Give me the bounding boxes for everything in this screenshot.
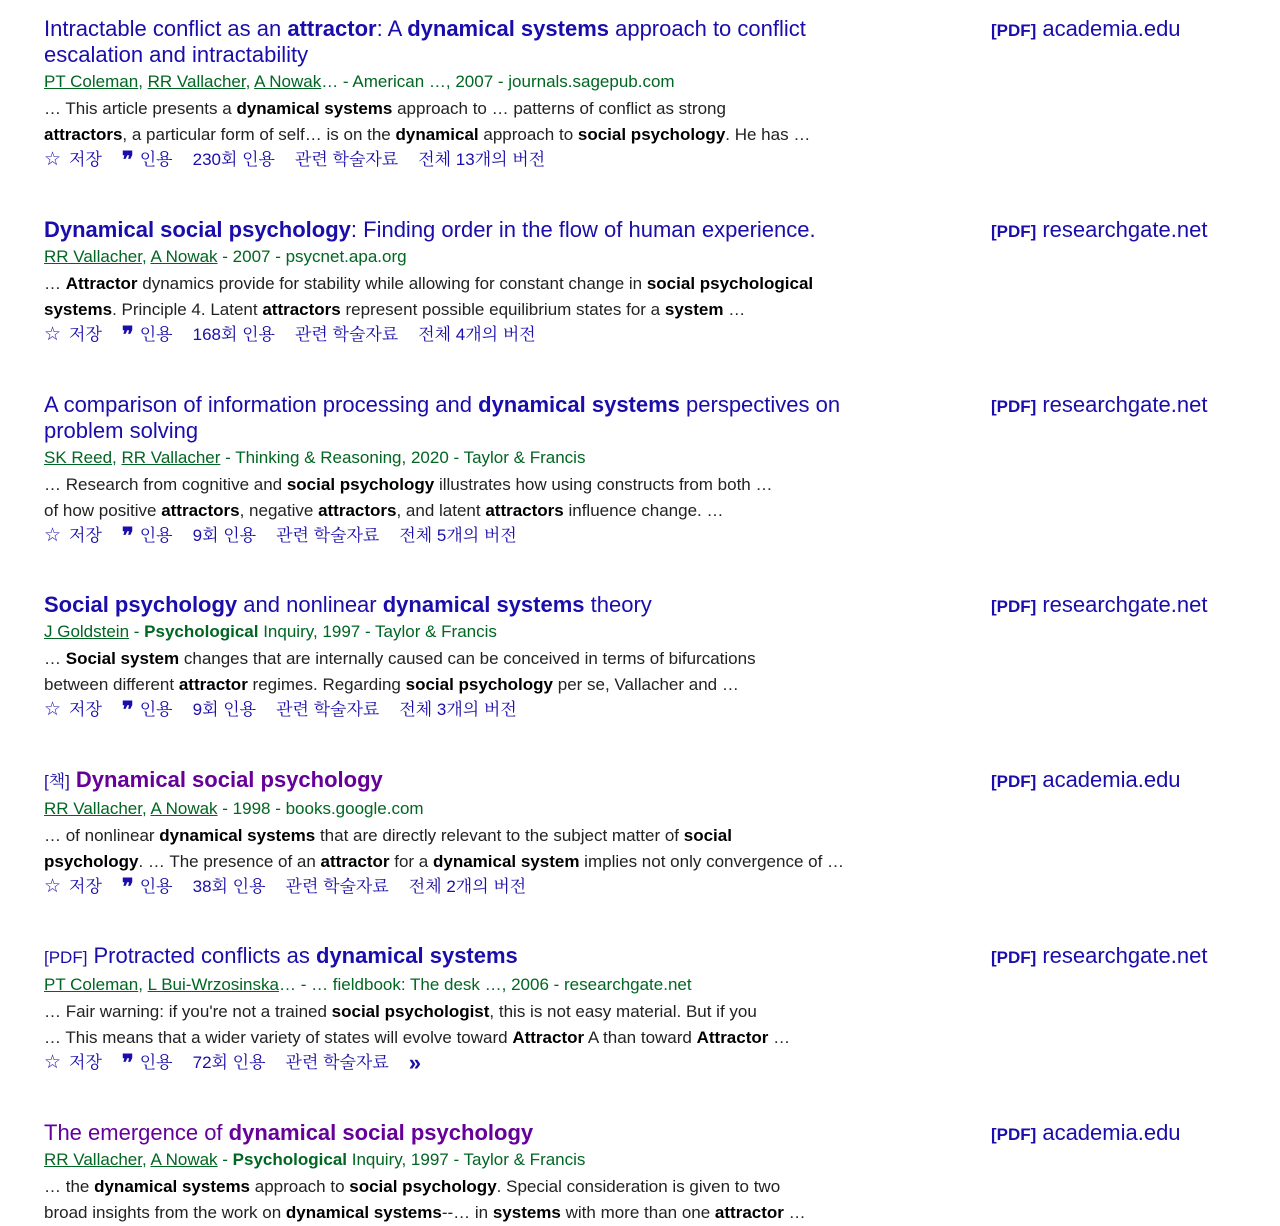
snippet-text: … This means that a wider variety of states will evolve toward [44,1028,513,1047]
save-button[interactable] [44,324,102,346]
source-text: - 1998 - books.google.com [217,799,424,818]
title-text: dynamical systems [382,592,585,617]
result-authors-line [44,447,894,469]
snippet-text: attractor [320,852,390,871]
result-type-label: [PDF] [44,948,88,967]
pdf-label: [PDF] [991,21,1037,40]
result-main [44,217,894,346]
snippet-text: … [783,1203,806,1222]
quote-icon: ❞ [121,147,132,173]
related-articles-link[interactable]: 관련 학술자료 [285,1053,389,1072]
result-main [44,1120,894,1226]
title-text: dynamical social psychology [228,1120,534,1145]
snippet-text: social psychology [405,675,554,694]
title-text: dynamical systems [316,943,518,968]
result-snippet [44,1174,894,1226]
result-snippet [44,472,894,524]
cite-button[interactable] [122,149,173,171]
snippet-text: , negative [239,501,319,520]
double-chevron-right-icon: » [408,1050,422,1075]
snippet-line [44,472,894,498]
snippet-line [44,297,894,323]
snippet-text: Attractor [512,1028,585,1047]
result-title-link[interactable] [44,592,894,618]
snippet-text: approach to [478,125,578,144]
snippet-text: … [723,300,746,319]
author-link[interactable]: A Nowak [254,72,322,91]
result-snippet [44,999,894,1051]
snippet-text: per se, Vallacher and … [553,675,739,694]
source-text: , [112,448,122,467]
snippet-text: of how positive [44,501,162,520]
pdf-label: [PDF] [991,1125,1037,1144]
cited-by-link[interactable]: 168회 인용 [192,325,275,344]
source-text: Psychological [232,1150,347,1169]
star-icon: ☆ [44,876,62,897]
related-articles-link[interactable]: 관련 학술자료 [294,150,399,169]
author-link[interactable]: A Nowak [150,247,218,266]
author-link[interactable]: SK Reed [44,448,113,467]
snippet-text: between different [44,675,179,694]
star-icon: ☆ [44,699,62,720]
source-text: , [245,72,255,91]
snippet-line [44,672,894,698]
source-text: … - American …, 2007 - journals.sagepub.com [321,72,675,91]
snippet-text: … [768,1028,791,1047]
title-text: : A [376,16,408,41]
result-authors-line [44,798,894,820]
pdf-side-link[interactable] [991,217,1207,245]
pdf-label: [PDF] [991,597,1037,616]
snippet-line [44,1025,894,1051]
author-link[interactable]: J Goldstein [44,622,130,641]
all-versions-link[interactable]: 전체 13개의 버전 [418,150,546,169]
snippet-text: social psychology [286,475,435,494]
cited-by-link[interactable]: 9회 인용 [192,700,257,719]
snippet-text: dynamical systems [94,1177,251,1196]
result-main [44,943,894,1074]
save-label: 저장 [69,325,102,344]
snippet-line [44,96,894,122]
snippet-text: attractors [44,125,123,144]
result-main [44,592,894,721]
title-text: Dynamical social psychology [75,767,383,792]
snippet-text: dynamical system [432,852,580,871]
quote-icon: ❞ [121,1050,132,1076]
snippet-line [44,122,894,148]
snippet-line [44,823,894,849]
source-text: Inquiry, 1997 - Taylor & Francis [258,622,497,641]
result-actions [44,1052,894,1074]
author-link[interactable]: PT Coleman [44,72,139,91]
pdf-side-link[interactable] [991,1120,1181,1148]
star-icon: ☆ [44,525,62,546]
title-text: dynamical systems [407,16,609,41]
snippet-text: dynamical systems [159,826,316,845]
star-icon: ☆ [44,1052,62,1073]
pdf-source: academia.edu [1042,767,1181,792]
save-label: 저장 [69,1053,102,1072]
snippet-text: Attractor [696,1028,769,1047]
source-text: Psychological [144,622,259,641]
quote-icon: ❞ [121,874,132,900]
star-icon: ☆ [44,149,62,170]
pdf-label: [PDF] [991,222,1037,241]
cited-by-link[interactable]: 72회 인용 [192,1053,266,1072]
snippet-line [44,498,894,524]
snippet-text: . He has … [725,125,811,144]
snippet-text: A than toward [584,1028,697,1047]
result-main [44,16,894,171]
pdf-source: researchgate.net [1042,943,1208,968]
title-text: : Finding order in the flow of human experience. [350,217,816,242]
save-label: 저장 [69,526,102,545]
related-articles-link[interactable]: 관련 학술자료 [285,877,389,896]
snippet-text: attractors [485,501,564,520]
pdf-label: [PDF] [991,397,1037,416]
snippet-text: attractor [714,1203,784,1222]
snippet-text: attractors [318,501,397,520]
snippet-text: implies not only convergence of … [579,852,845,871]
author-link[interactable]: A Nowak [150,799,218,818]
cited-by-link[interactable]: 9회 인용 [192,526,257,545]
title-text: Intractable conflict as an [44,16,288,41]
pdf-side-link[interactable] [991,592,1207,620]
title-text: approach to conflict escalation and intractability [44,16,806,67]
related-articles-link[interactable]: 관련 학술자료 [276,700,380,719]
snippet-text: social [683,826,732,845]
result-authors-line [44,621,894,643]
save-label: 저장 [69,700,102,719]
snippet-text: … Research from cognitive and [44,475,287,494]
snippet-text: social psychological [646,274,814,293]
snippet-text: … of nonlinear [44,826,160,845]
cite-label: 인용 [139,877,173,896]
snippet-text: … Fair warning: if you're not a trained [44,1002,332,1021]
source-text: , [138,72,148,91]
all-versions-link[interactable]: 전체 4개의 버전 [418,325,536,344]
result-authors-line [44,1149,894,1171]
cite-button[interactable] [122,1052,173,1074]
result-snippet [44,646,894,698]
result-type-label: [책] [44,772,70,791]
author-link[interactable]: RR Vallacher [44,799,142,818]
snippet-text: psychology [44,852,139,871]
result-main [44,392,894,547]
result-actions [44,699,894,721]
pdf-source: researchgate.net [1042,217,1208,242]
snippet-text: systems [44,300,113,319]
title-text: Social psychology [44,592,238,617]
snippet-text: broad insights from the work on [44,1203,286,1222]
snippet-text: Attractor [65,274,138,293]
snippet-text: , and latent [396,501,486,520]
snippet-text: Social system [65,649,180,668]
source-text: , [141,799,151,818]
pdf-side-link[interactable] [991,767,1181,795]
snippet-line [44,999,894,1025]
quote-icon: ❞ [121,322,132,348]
author-link[interactable]: RR Vallacher [147,72,246,91]
snippet-text: system [664,300,724,319]
snippet-text: … [44,274,66,293]
source-text: , [141,1150,151,1169]
star-icon: ☆ [44,324,62,345]
quote-icon: ❞ [121,523,132,549]
snippet-text: dynamical [395,125,479,144]
snippet-text: approach to … patterns of conflict as strong [392,99,726,118]
cite-label: 인용 [139,325,173,344]
save-label: 저장 [69,150,102,169]
cite-button[interactable] [122,525,173,547]
all-versions-link[interactable]: 전체 2개의 버전 [408,877,527,896]
source-text: - [129,622,145,641]
title-text: attractor [287,16,377,41]
result-actions [44,149,894,171]
snippet-text: attractor [178,675,248,694]
result-actions [44,525,894,547]
snippet-text: social psychologist [331,1002,490,1021]
source-text: - Thinking & Reasoning, 2020 - Taylor & Francis [220,448,586,467]
source-text: Inquiry, 1997 - Taylor & Francis [347,1150,586,1169]
cite-button[interactable] [122,324,173,346]
snippet-text: attractors [161,501,240,520]
snippet-text: . Special consideration is given to two [496,1177,781,1196]
pdf-source: researchgate.net [1042,392,1208,417]
result-authors-line [44,246,894,268]
result-main [44,767,894,898]
snippet-text: changes that are internally caused can be conceived in terms of bifurcations [179,649,756,668]
pdf-side-link[interactable] [991,16,1181,44]
result-title-link[interactable] [44,1120,894,1146]
author-link[interactable]: A Nowak [150,1150,218,1169]
more-actions-button[interactable] [409,1052,429,1074]
snippet-text: … [44,649,66,668]
result-snippet [44,96,894,148]
pdf-source: academia.edu [1042,1120,1181,1145]
snippet-text: with more than one [560,1203,715,1222]
result-title-link[interactable] [44,943,894,971]
cite-label: 인용 [139,1053,173,1072]
snippet-text: --… in [441,1203,493,1222]
cite-button[interactable] [122,699,173,721]
pdf-side-link[interactable] [991,943,1207,971]
snippet-text: … the [44,1177,95,1196]
title-text: dynamical systems [478,392,680,417]
snippet-text: . … The presence of an [138,852,321,871]
result-authors-line [44,974,894,996]
snippet-text: , this is not easy material. But if you [489,1002,757,1021]
result-title-link[interactable] [44,217,894,243]
author-link[interactable]: RR Vallacher [121,448,221,467]
save-button[interactable] [44,525,102,547]
title-text: Dynamical social psychology [44,217,351,242]
title-text: and nonlinear [237,592,383,617]
snippet-text: influence change. … [563,501,724,520]
title-text: theory [584,592,652,617]
save-button[interactable] [44,149,102,171]
snippet-text: . Principle 4. Latent [112,300,263,319]
save-label: 저장 [69,877,102,896]
result-authors-line [44,71,894,93]
cited-by-link[interactable]: 38회 인용 [192,877,266,896]
author-link[interactable]: PT Coleman [44,975,139,994]
cite-label: 인용 [139,150,173,169]
save-button[interactable] [44,1052,102,1074]
related-articles-link[interactable]: 관련 학술자료 [294,325,399,344]
title-text: Protracted conflicts as [93,943,316,968]
source-text: - 2007 - psycnet.apa.org [217,247,407,266]
snippet-text: represent possible equilibrium states for a [340,300,665,319]
related-articles-link[interactable]: 관련 학술자료 [276,526,380,545]
snippet-line [44,849,894,875]
snippet-text: approach to [250,1177,350,1196]
snippet-line [44,271,894,297]
title-text: perspectives on problem solving [44,392,841,443]
save-button[interactable] [44,876,102,898]
snippet-text: dynamical systems [285,1203,442,1222]
title-text: The emergence of [44,1120,229,1145]
save-button[interactable] [44,699,102,721]
pdf-source: researchgate.net [1042,592,1208,617]
author-link[interactable]: L Bui-Wrzosinska [147,975,279,994]
pdf-label: [PDF] [991,948,1037,967]
author-link[interactable]: RR Vallacher [44,1150,142,1169]
snippet-text: regimes. Regarding [247,675,406,694]
result-title-link[interactable] [44,767,894,795]
result-actions [44,324,894,346]
result-snippet [44,271,894,323]
snippet-text: illustrates how using constructs from both … [434,475,773,494]
result-actions [44,876,894,898]
snippet-text: social psychology [349,1177,497,1196]
snippet-text: dynamics provide for stability while allowing for constant change in [137,274,647,293]
result-title-link[interactable] [44,392,894,444]
snippet-text: dynamical systems [236,99,393,118]
pdf-side-link[interactable] [991,392,1207,420]
snippet-text: … This article presents a [44,99,237,118]
source-text: - [217,1150,233,1169]
snippet-line [44,1200,894,1226]
snippet-text: , a particular form of self… is on the [122,125,396,144]
snippet-line [44,646,894,672]
result-title-link[interactable] [44,16,894,68]
cite-label: 인용 [139,526,173,545]
cite-label: 인용 [139,700,173,719]
snippet-text: that are directly relevant to the subject matter of [315,826,684,845]
cite-button[interactable] [122,876,173,898]
author-link[interactable]: RR Vallacher [44,247,142,266]
all-versions-link[interactable]: 전체 5개의 버전 [399,526,517,545]
all-versions-link[interactable]: 전체 3개의 버전 [399,700,517,719]
result-snippet [44,823,894,875]
snippet-line [44,1174,894,1200]
snippet-text: attractors [262,300,341,319]
pdf-label: [PDF] [991,772,1037,791]
cited-by-link[interactable]: 230회 인용 [192,150,275,169]
snippet-text: for a [389,852,433,871]
quote-icon: ❞ [121,697,132,723]
source-text: , [138,975,148,994]
title-text: A comparison of information processing and [44,392,479,417]
pdf-source: academia.edu [1042,16,1181,41]
snippet-text: systems [492,1203,561,1222]
snippet-text: social psychology [577,125,726,144]
source-text: , [141,247,151,266]
source-text: … - … fieldbook: The desk …, 2006 - researchgate.net [278,975,692,994]
